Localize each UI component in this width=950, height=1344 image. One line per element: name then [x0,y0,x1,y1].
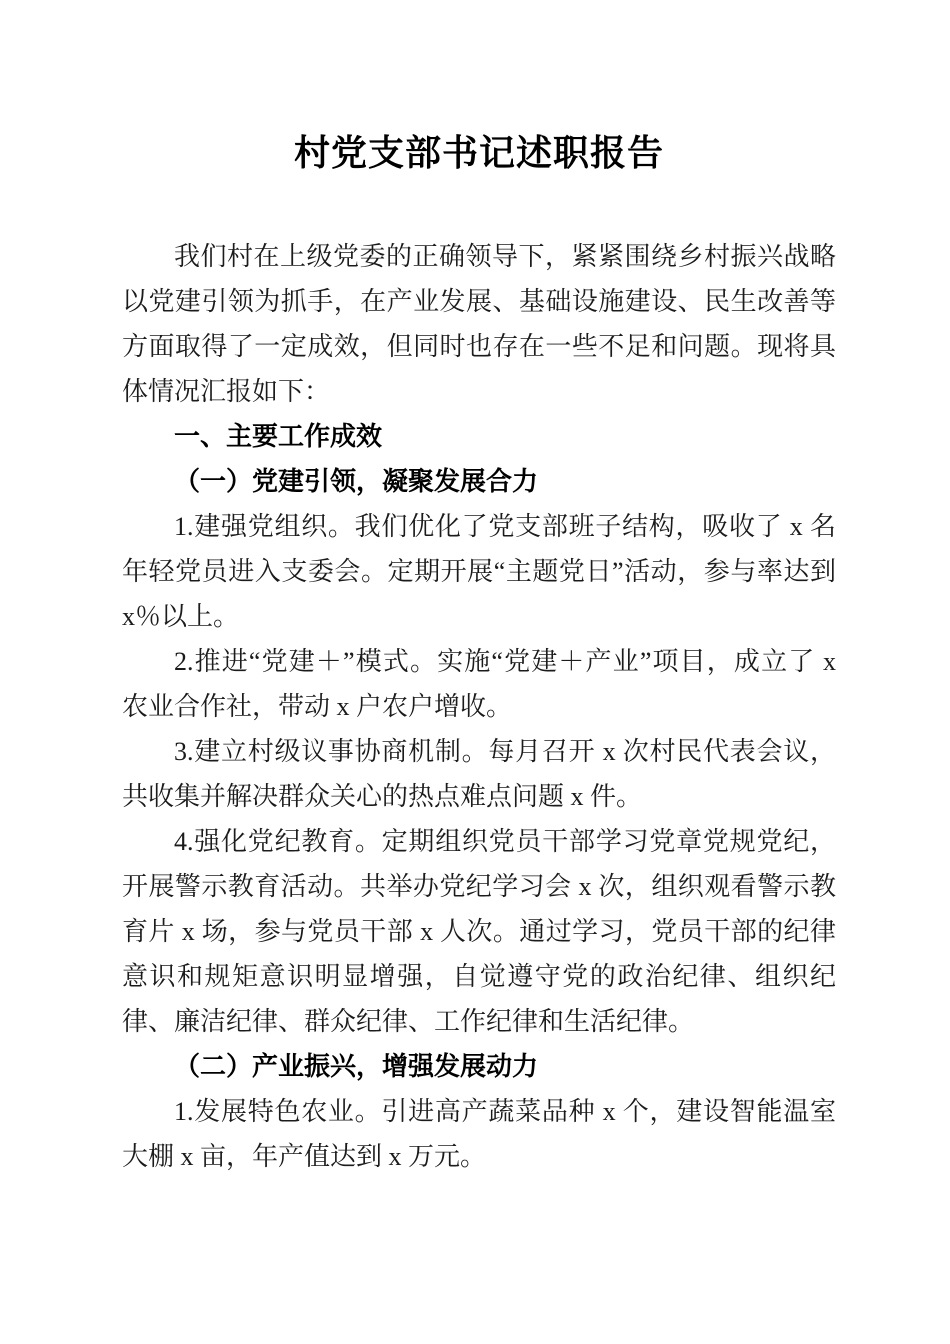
section-heading: （二）产业振兴，增强发展动力 [174,1052,539,1081]
section-heading: （一）党建引领，凝聚发展合力 [174,467,539,496]
paragraph: 我们村在上级党委的正确领导下，紧紧围绕乡村振兴战略以党建引领为抓手，在产业发展、基础设施建设、民生改善等方面取得了一定成效，但同时也存在一些不足和问题。现将具体情况汇报如下： [122,242,836,406]
paragraph: 3.建立村级议事协商机制。每月召开 x 次村民代表会议，共收集并解决群众关心的热点难点问题 x 件。 [122,737,836,811]
paragraph: 1.建强党组织。我们优化了党支部班子结构，吸收了 x 名年轻党员进入支委会。定期开展“主题党日”活动，参与率达到 x％以上。 [122,512,836,631]
document-body [122,234,836,1179]
section-heading: 一、主要工作成效 [174,421,383,451]
paragraph: 2.推进“党建＋”模式。实施“党建＋产业”项目，成立了 x 农业合作社，带动 x 户农户增收。 [122,647,836,721]
document-title: 村党支部书记述职报告 [293,133,664,173]
paragraph: 1.发展特色农业。引进高产蔬菜品种 x 个，建设智能温室大棚 x 亩，年产值达到 x 万元。 [122,1097,836,1171]
paragraph: 4.强化党纪教育。定期组织党员干部学习党章党规党纪，开展警示教育活动。共举办党纪学习会 x 次，组织观看警示教育片 x 场，参与党员干部 x 人次。通过学习，党员干部的纪律意识和规矩意识明显增强，自觉遵守党的政治纪律、组织纪律、廉洁纪律、群众纪律、工作纪律和生活纪律。 [122,827,836,1036]
